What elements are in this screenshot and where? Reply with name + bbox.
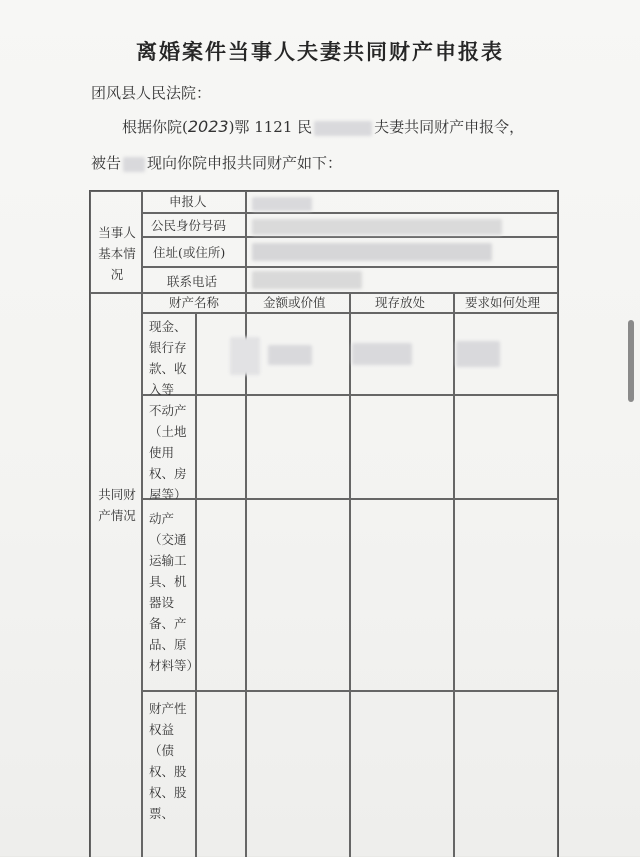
scrollbar-thumb[interactable] [628,320,634,402]
redacted-address [252,243,492,261]
movable-location [350,499,454,691]
col-header-value-cell [246,293,350,313]
col-header-handling: 要求如何处理 [465,295,541,310]
category-realestate-cell [142,395,196,502]
redacted-defendant-name [123,157,145,172]
movable-name-detail [196,499,246,691]
col-header-location-cell [350,293,454,313]
row-address-label: 住址(或住所) [153,245,226,260]
redacted-declarant [252,197,312,211]
category-rights: 财产性权益（债权、股权、股票、 [149,701,187,821]
rights-location [350,691,454,857]
para1-prefix: 根据你院( [122,118,188,136]
document-title: 离婚案件当事人夫妻共同财产申报表 [136,39,504,64]
realestate-name-detail [196,395,246,499]
handwritten-year: 2023 [187,117,229,136]
realestate-value [246,395,350,499]
rights-name-detail [196,691,246,857]
row-address-label-cell [142,237,246,267]
col-header-name-cell [142,293,246,313]
row-id-label: 公民身份号码 [151,218,227,233]
realestate-handling [454,395,558,499]
redacted-cash-2 [268,345,312,365]
para1-suffix: 夫妻共同财产申报令， [374,118,525,136]
para1-mid: )鄂 1121 民 [228,118,313,136]
property-header-text: 共同财产情况 [98,487,136,523]
paragraph-order-reference [122,116,524,137]
para2-prefix: 被告 [91,154,122,172]
redacted-case-number [314,121,372,136]
party-header [95,222,139,285]
category-cash-cell [142,313,196,395]
col-header-location: 现存放处 [375,295,426,310]
property-header [95,484,139,526]
redacted-id-number [252,219,502,235]
para2-suffix: 现向你院申报共同财产如下： [147,154,343,172]
property-declaration-table [89,190,559,857]
category-cash: 现金、银行存款、收入等 [149,319,187,397]
redacted-phone [252,271,362,289]
col-header-name: 财产名称 [169,295,220,310]
rights-value [246,691,350,857]
row-id-label-cell [142,213,246,237]
category-rights-cell [142,691,196,857]
movable-value [246,499,350,691]
col-header-handling-cell [454,293,558,313]
party-header-cell [90,191,142,293]
row-phone-label: 联系电话 [167,274,218,289]
addressee: 团风县人民法院： [91,84,212,102]
property-header-cell [90,293,142,857]
category-realestate: 不动产（土地使用权、房屋等） [149,403,187,502]
party-header-text: 当事人基本情况 [98,225,136,282]
realestate-location [350,395,454,499]
row-phone-label-cell [142,267,246,293]
rights-handling [454,691,558,857]
paragraph-declaration [91,152,342,173]
row-declarant-label-cell [142,191,246,213]
category-movable: 动产（交通运输工具、机器设备、产品、原材料等） [149,511,200,673]
movable-handling [454,499,558,691]
redacted-cash-1 [230,337,260,375]
category-movable-cell [142,499,200,691]
redacted-cash-4 [456,341,500,367]
redacted-cash-3 [352,343,412,365]
col-header-value: 金额或价值 [263,295,326,310]
row-declarant-label: 申报人 [169,194,207,209]
